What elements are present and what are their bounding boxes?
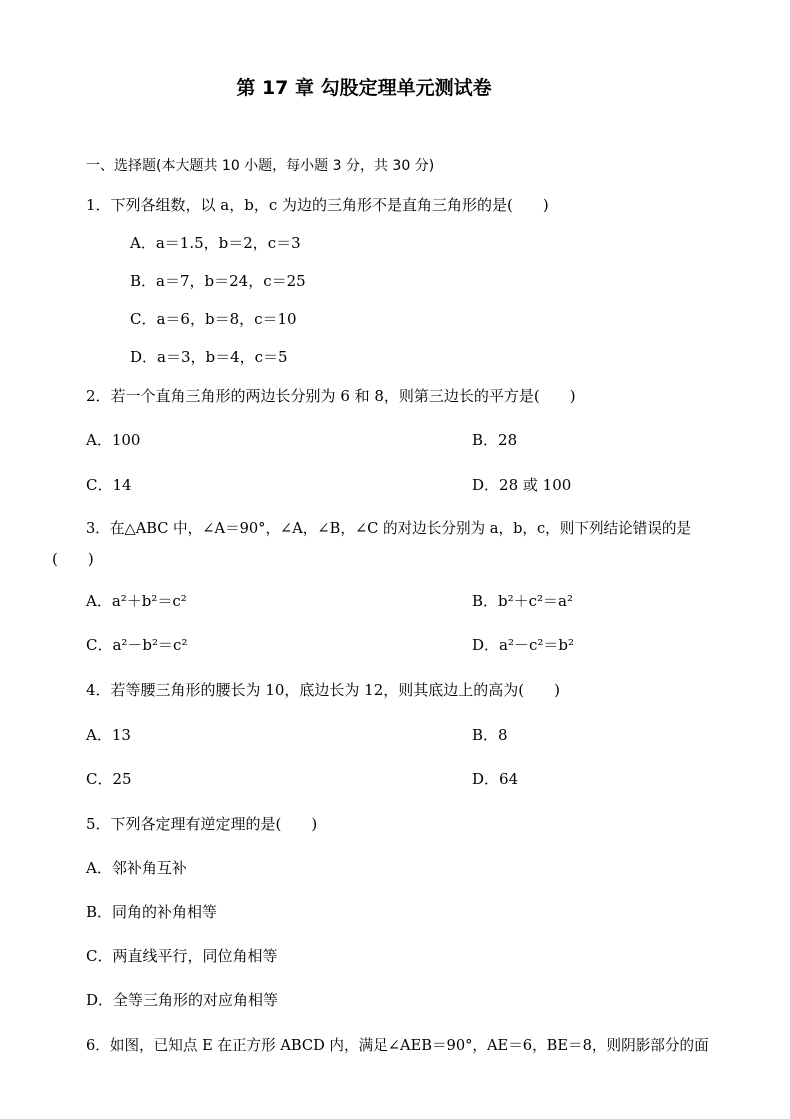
question-3-option-d: D．a²－c²＝b²	[472, 636, 575, 654]
question-4-option-c: C．25	[86, 770, 132, 788]
question-2-option-c: C．14	[86, 476, 132, 494]
question-3-option-a: A．a²＋b²＝c²	[86, 592, 187, 610]
section-heading: 一、选择题(本大题共 10 小题，每小题 3 分，共 30 分)	[86, 158, 435, 174]
page-title: 第 17 章 勾股定理单元测试卷	[236, 77, 492, 99]
question-3-option-b: B．b²＋c²＝a²	[472, 592, 574, 610]
question-6-stem: 6．如图，已知点 E 在正方形 ABCD 内，满足∠AEB＝90°，AE＝6，BE＝8，则阴影部分的面	[86, 1037, 709, 1054]
question-5-option-b: B．同角的补角相等	[86, 903, 218, 921]
question-1-stem: 1．下列各组数，以 a，b，c 为边的三角形不是直角三角形的是( )	[86, 196, 549, 214]
question-2-stem: 2．若一个直角三角形的两边长分别为 6 和 8，则第三边长的平方是( )	[86, 387, 576, 405]
question-3-option-c: C．a²－b²＝c²	[86, 636, 188, 654]
question-3-stem: 3．在△ABC 中，∠A＝90°，∠A，∠B，∠C 的对边长分别为 a，b，c，则下列结论错误的是	[86, 520, 692, 537]
question-1-option-a: A．a＝1.5，b＝2，c＝3	[130, 234, 301, 252]
question-5-option-d: D．全等三角形的对应角相等	[86, 991, 279, 1009]
question-4-option-d: D．64	[472, 770, 519, 788]
question-1-option-b: B．a＝7，b＝24，c＝25	[130, 272, 306, 290]
question-4-stem: 4．若等腰三角形的腰长为 10，底边长为 12，则其底边上的高为( )	[86, 681, 560, 699]
question-4-option-b: B．8	[472, 726, 508, 744]
question-5-option-a: A．邻补角互补	[86, 859, 187, 877]
question-4-option-a: A．13	[86, 726, 131, 744]
question-2-option-d: D．28 或 100	[472, 476, 572, 494]
question-5-option-c: C．两直线平行，同位角相等	[86, 947, 278, 965]
question-1-option-c: C．a＝6，b＝8，c＝10	[130, 310, 297, 328]
question-1-option-d: D．a＝3，b＝4，c＝5	[130, 348, 288, 366]
question-5-stem: 5．下列各定理有逆定理的是( )	[86, 815, 318, 833]
question-2-option-a: A．100	[86, 431, 141, 449]
question-3-stem-continued: ( )	[52, 550, 94, 568]
question-2-option-b: B．28	[472, 431, 518, 449]
